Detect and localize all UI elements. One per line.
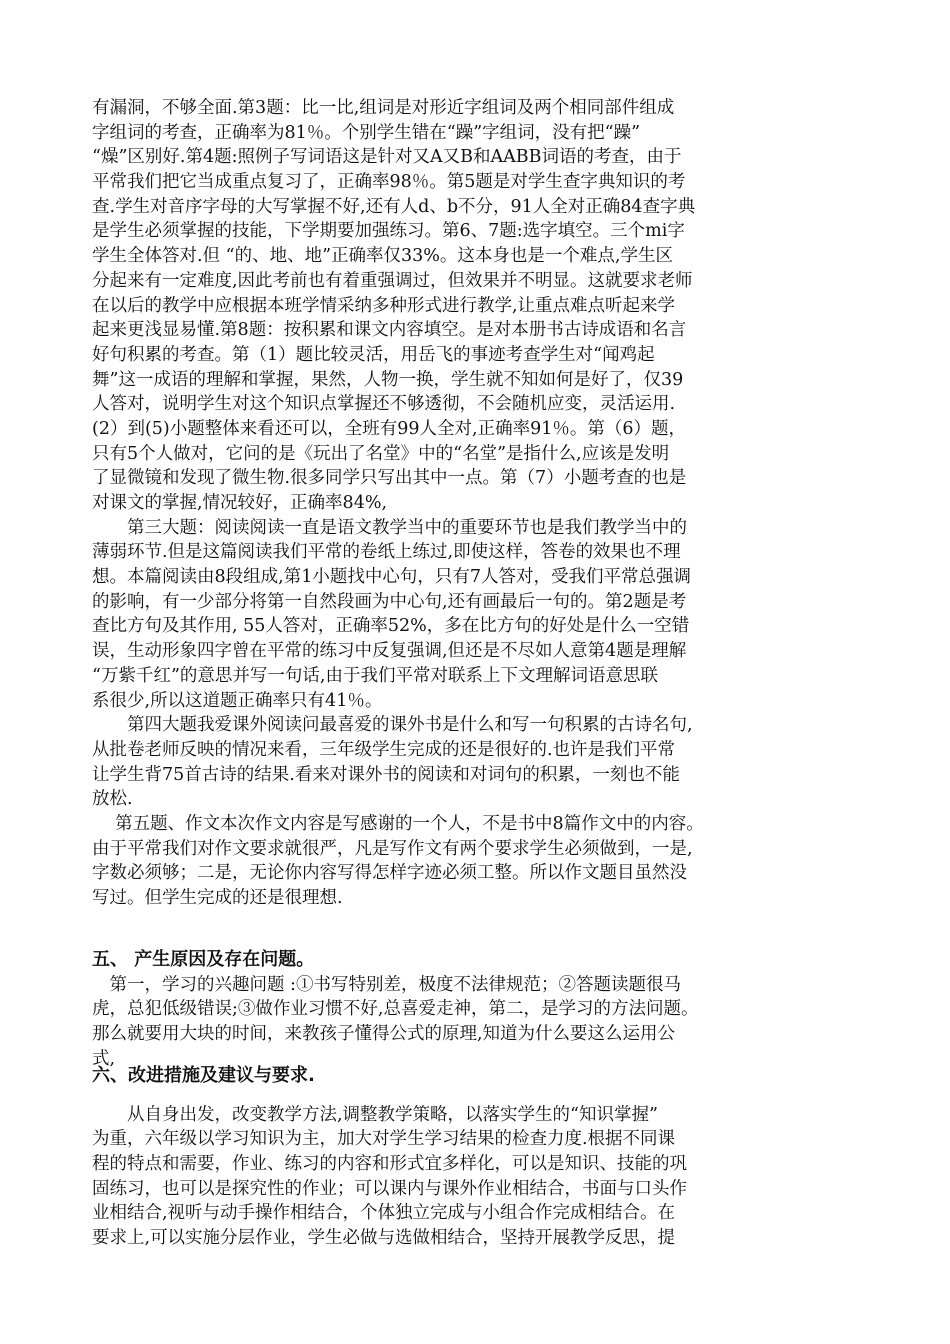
text-line: 要求上,可以实施分层作业，学生必做与选做相结合，坚持开展教学反思，提 [92,1228,676,1249]
text-line: 第三大题：阅读阅读一直是语文教学当中的重要环节也是我们教学当中的 [92,517,687,538]
section-5-heading: 五、 产生原因及存在问题。 [92,949,315,970]
text-line: 查.学生对音序字母的大写掌握不好,还有人d、b不分，91人全对正确84查字典 [92,196,696,217]
text-line: 放松. [92,789,133,810]
text-line: 那么就要用大块的时间，来教孩子懂得公式的原理,知道为什么要这么运用公 [92,1024,676,1045]
text-line: 写过。但学生完成的还是很理想. [92,888,343,908]
text-line: 是学生必须掌握的技能，下学期要加强练习。第6、7题:选字填空。三个mi字 [92,221,685,242]
text-line: 舞”这一成语的理解和掌握，果然，人物一换，学生就不知如何是好了，仅39 [92,369,684,390]
text-line: 固练习，也可以是探究性的作业；可以课内与课外作业相结合，书面与口头作 [92,1178,687,1199]
text-line: 程的特点和需要，作业、练习的内容和形式宜多样化，可以是知识、技能的巩 [92,1154,687,1175]
text-line: 了显微镜和发现了微生物.很多同学只写出其中一点。第（7）小题考查的也是 [92,468,687,489]
text-line: 只有5个人做对，它问的是《玩出了名堂》中的“名堂”是指什么,应该是发明 [92,443,670,464]
text-line: 字数必须够；二是，无论你内容写得怎样字迹必须工整。所以作文题目虽然没 [92,863,687,884]
text-line: 让学生背75首古诗的结果.看来对课外书的阅读和对词句的积累，一刻也不能 [92,764,680,785]
text-line: 好句积累的考查。第（1）题比较灵活，用岳飞的事迹考查学生对“闻鸡起 [92,344,655,365]
text-line: 式, [92,1048,116,1069]
text-line: (2）到(5)小题整体来看还可以，全班有99人全对,正确率91％。第（6）题， [92,418,686,439]
text-line: 对课文的掌握,情况较好，正确率84%, [92,493,388,513]
text-line: 分起来有一定难度,因此考前也有着重强调过，但效果并不明显。这就要求老师 [92,270,693,291]
text-line: 有漏洞，不够全面.第3题：比一比,组词是对形近字组词及两个相同部件组成 [92,98,675,118]
text-line: 平常我们把它当成重点复习了，正确率98％。第5题是对学生查字典知识的考 [92,172,686,193]
text-line: 误，生动形象四字曾在平常的练习中反复强调,但还是不尽如人意第4题是理解 [92,641,687,662]
text-line: 为重，六年级以学习知识为主，加大对学生学习结果的检查力度.根据不同课 [92,1129,676,1150]
text-line: “燥”区别好.第4题:照例子写词语这是针对又A又B和AABB词语的考查，由于 [92,147,682,168]
text-line: 第四大题我爱课外阅读问最喜爱的课外书是什么和写一句积累的古诗名句, [92,715,693,736]
text-line: 在以后的教学中应根据本班学情采纳多种形式进行教学,让重点难点听起来学 [92,295,676,316]
text-line: 虎，总犯低级错误;③做作业习惯不好,总喜爱走神，第二，是学习的方法问题。 [92,999,699,1020]
text-line: 业相结合,视听与动手操作相结合，个体独立完成与小组合作完成相结合。在 [92,1203,676,1224]
text-line: 从批卷老师反映的情况来看，三年级学生完成的还是很好的.也许是我们平常 [92,739,676,760]
text-line: 学生全体答对.但 “的、地、地”正确率仅33%。这本身也是一个难点,学生区 [92,246,673,267]
text-line: 的影响，有一少部分将第一自然段画为中心句,还有画最后一句的。第2题是考 [92,591,687,612]
text-line: 第五题、作文本次作文内容是写感谢的一个人，不是书中8篇作文中的内容。 [92,813,704,834]
text-line: “万紫千红”的意思并写一句话,由于我们平常对联系上下文理解词语意思联 [92,665,658,686]
text-line: 想。本篇阅读由8段组成,第1小题找中心句，只有7人答对，受我们平常总强调 [92,567,691,588]
section-6 [92,1064,882,1251]
section-5 [92,948,882,1071]
text-line: 系很少,所以这道题正确率只有41％。 [92,690,383,711]
text-line: 薄弱环节.但是这篇阅读我们平常的卷纸上练过,即使这样，答卷的效果也不理 [92,542,681,563]
body-text-top [92,96,882,911]
text-line: 字组词的考查，正确率为81％。个别学生错在“躁”字组词，没有把“躁” [92,122,641,143]
text-line: 第一，学习的兴趣问题 :①书写特别差，极度不法律规范；②答题读题很马 [92,974,681,995]
text-line: 人答对，说明学生对这个知识点掌握还不够透彻，不会随机应变，灵活运用. [92,394,676,415]
text-line: 查比方句及其作用, 55人答对，正确率52%，多在比方句的好处是什么一空错 [92,616,690,637]
text-line: 从自身出发，改变教学方法,调整教学策略，以落实学生的“知识掌握” [92,1104,658,1125]
text-line: 由于平常我们对作文要求就很严，凡是写作文有两个要求学生必须做到，一是, [92,838,693,859]
section-6-heading: 六、改进措施及建议与要求. [92,1065,315,1086]
text-line: 起来更浅显易懂.第8题：按积累和课文内容填空。是对本册书古诗成语和名言 [92,320,687,341]
